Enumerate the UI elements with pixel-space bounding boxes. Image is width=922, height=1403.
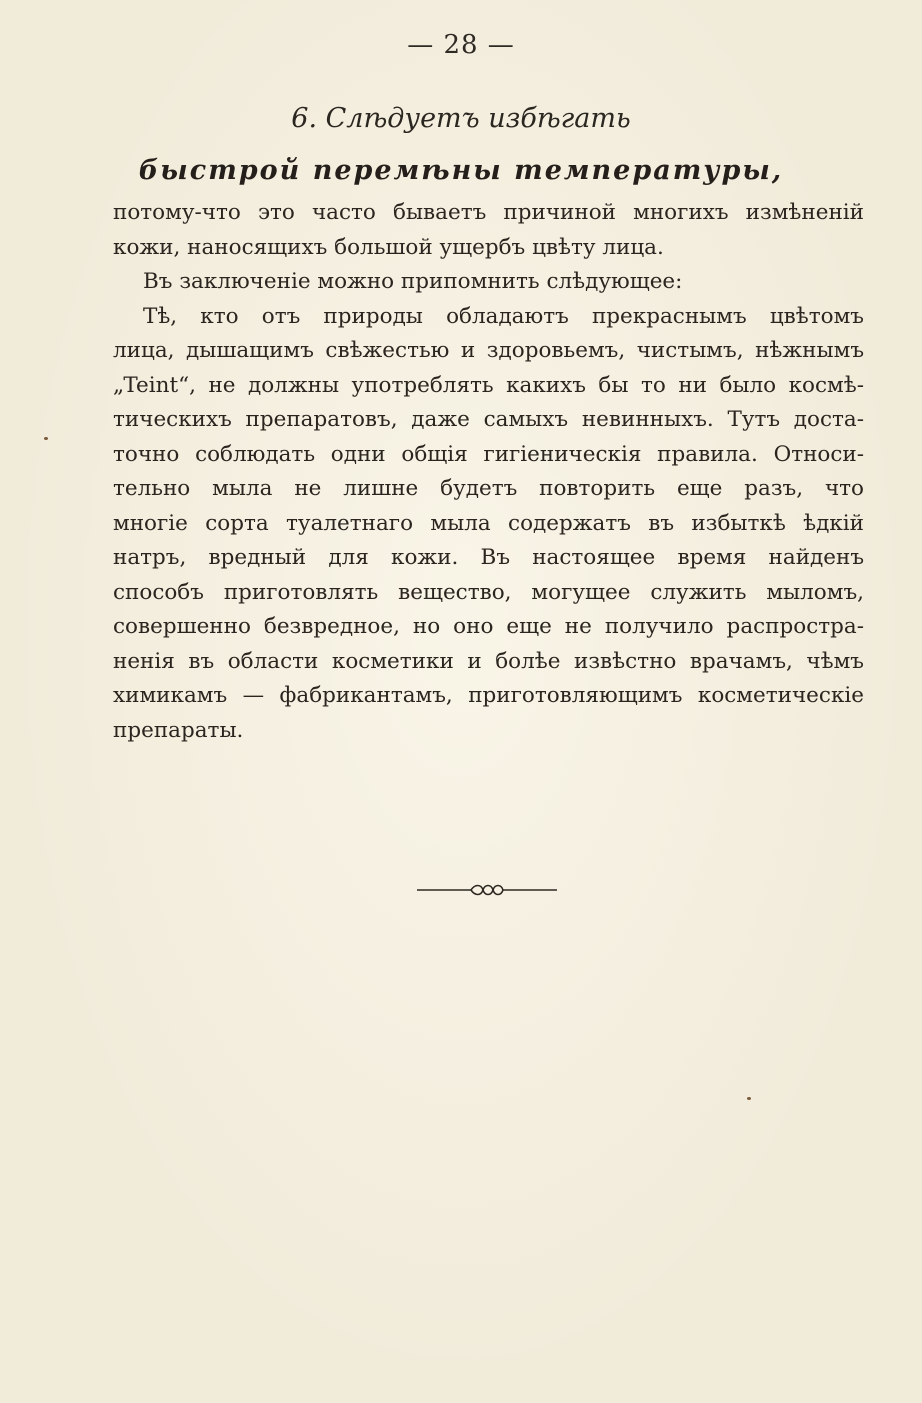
section-heading-line-2: быстрой перемѣны температуры, — [138, 155, 784, 186]
section-heading-line-1: 6. Слѣдуетъ избѣгать — [291, 103, 631, 134]
body-text — [113, 196, 864, 748]
text-line: химикамъ — фабрикантамъ, приготовляющимъ косметическіе — [113, 683, 864, 708]
text-line: Тѣ, кто отъ природы обладаютъ прекраснымъ цвѣтомъ — [143, 303, 864, 329]
text-line: „Teint“, не должны употреблять какихъ бы то ни было космѣ- — [113, 372, 864, 398]
paper-speck — [747, 1097, 751, 1100]
text-line: ненія въ области косметики и болѣе извѣстно врачамъ, чѣмъ — [113, 648, 864, 674]
text-line: тическихъ препаратовъ, даже самыхъ невинныхъ. Тутъ доста- — [113, 407, 864, 432]
text-line: кожи, наносящихъ большой ущербъ цвѣту лица. — [113, 234, 664, 260]
paper-speck — [44, 437, 48, 440]
text-line: способъ приготовлять вещество, могущее служить мыломъ, — [113, 579, 864, 605]
text-line: препараты. — [113, 717, 244, 743]
text-line: Въ заключеніе можно припомнить слѣдующее: — [143, 269, 683, 294]
text-line: совершенно безвредное, но оно еще не получило распростра- — [113, 614, 864, 639]
text-line: тельно мыла не лишне будетъ повторить еще разъ, что — [113, 476, 864, 501]
text-line: точно соблюдать одни общія гигіеническія правила. Относи- — [113, 441, 864, 467]
text-line: потому-что это часто бываетъ причиной многихъ измѣненій — [113, 200, 864, 225]
text-line: лица, дышащимъ свѣжестью и здоровьемъ, чистымъ, нѣжнымъ — [113, 338, 864, 363]
text-line: многіе сорта туалетнаго мыла содержатъ въ избыткѣ ѣдкій — [113, 510, 864, 536]
end-ornament — [417, 880, 557, 900]
page-number: — 28 — — [407, 30, 515, 60]
text-line: натръ, вредный для кожи. Въ настоящее время найденъ — [113, 545, 864, 570]
